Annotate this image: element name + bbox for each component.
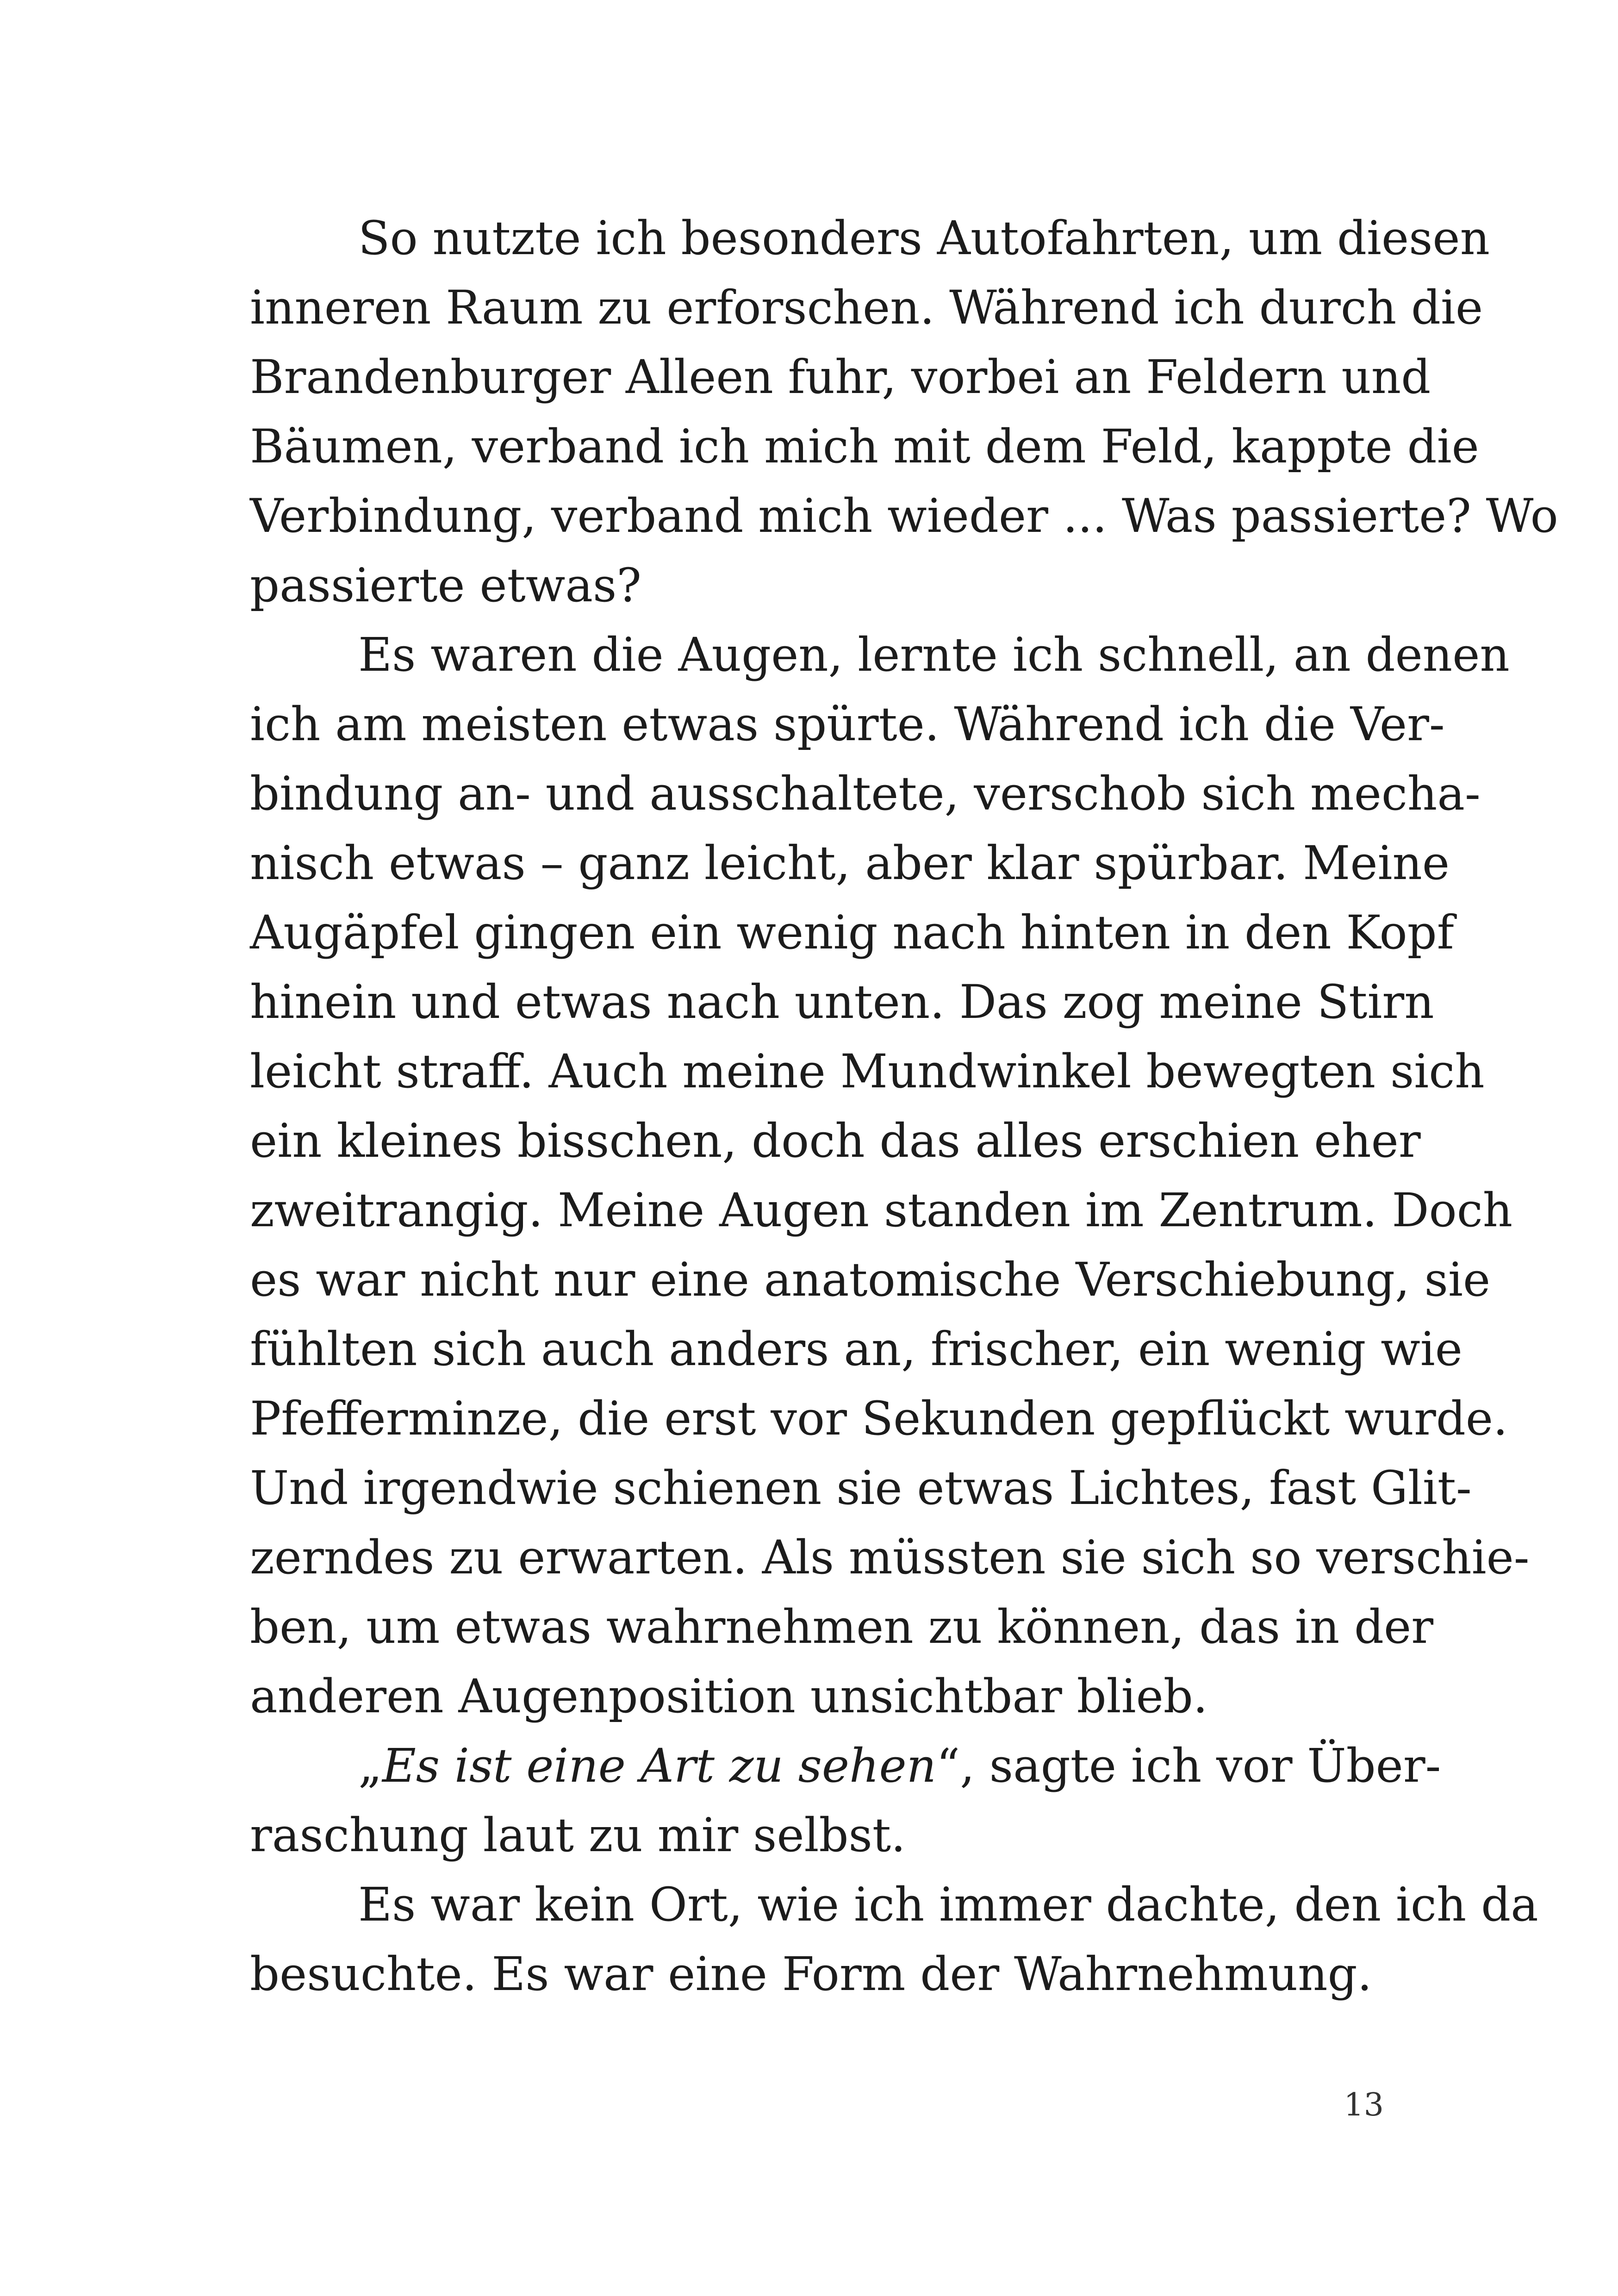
text-line: zerndes zu erwarten. Als müssten sie sich so verschie-	[250, 1530, 1530, 1585]
text-line: Augäpfel gingen ein wenig nach hinten in den Kopf	[250, 905, 1454, 960]
paragraph-2	[250, 620, 1530, 1731]
text-line: Und irgendwie schienen sie etwas Lichtes, fast Glit-	[250, 1461, 1472, 1515]
text-line: Verbindung, verband mich wieder ... Was passierte? Wo	[250, 489, 1558, 543]
text-line: Es war kein Ort, wie ich immer dachte, den ich da	[358, 1878, 1538, 1932]
quote-rest: “, sagte ich vor Über-	[936, 1739, 1441, 1793]
text-line: anderen Augenposition unsichtbar blieb.	[250, 1669, 1208, 1723]
text-line: besuchte. Es war eine Form der Wahrnehmung.	[250, 1947, 1372, 2001]
text-line: Pfefferminze, die erst vor Sekunden gepflückt wurde.	[250, 1391, 1508, 1446]
page-number: 13	[1344, 2087, 1384, 2123]
text-line: hinein und etwas nach unten. Das zog meine Stirn	[250, 975, 1434, 1029]
text-line: ein kleines bisschen, doch das alles erschien eher	[250, 1114, 1421, 1168]
text-line	[250, 1731, 1441, 1801]
text-line: ich am meisten etwas spürte. Während ich die Ver-	[250, 697, 1445, 751]
text-line: inneren Raum zu erforschen. Während ich durch die	[250, 281, 1483, 335]
quote-open: „	[358, 1739, 382, 1793]
text-line: Brandenburger Alleen fuhr, vorbei an Feldern und	[250, 350, 1431, 404]
text-line: leicht straff. Auch meine Mundwinkel bewegten sich	[250, 1044, 1485, 1098]
text-line: Es waren die Augen, lernte ich schnell, an denen	[358, 628, 1510, 682]
text-line: ben, um etwas wahrnehmen zu können, das in der	[250, 1600, 1434, 1654]
text-line: raschung laut zu mir selbst.	[250, 1808, 906, 1862]
paragraph-1	[250, 204, 1558, 620]
text-line: So nutzte ich besonders Autofahrten, um diesen	[358, 211, 1490, 265]
text-line: es war nicht nur eine anatomische Verschiebung, sie	[250, 1253, 1491, 1307]
body-text	[250, 204, 1558, 2009]
paragraph-3-quote	[250, 1731, 1441, 1870]
text-line: nisch etwas – ganz leicht, aber klar spürbar. Meine	[250, 836, 1450, 890]
text-line: bindung an- und ausschaltete, verschob sich mecha-	[250, 767, 1481, 821]
quoted-speech: Es ist eine Art zu sehen	[382, 1739, 937, 1793]
text-line: passierte etwas?	[250, 558, 641, 612]
paragraph-4	[250, 1870, 1538, 2009]
text-line: Bäumen, verband ich mich mit dem Feld, kappte die	[250, 419, 1479, 474]
text-line: fühlten sich auch anders an, frischer, ein wenig wie	[250, 1322, 1462, 1376]
text-line: zweitrangig. Meine Augen standen im Zentrum. Doch	[250, 1183, 1513, 1237]
